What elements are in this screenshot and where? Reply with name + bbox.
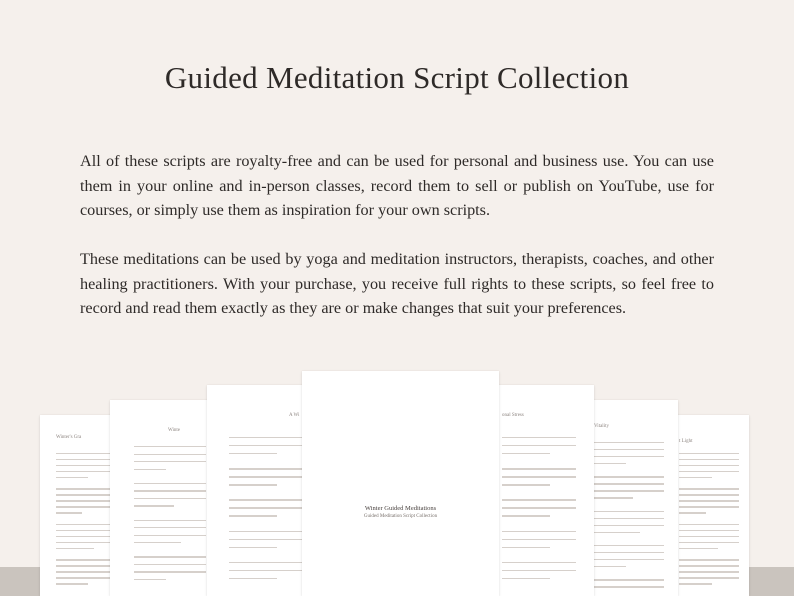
- text-line: [134, 556, 206, 557]
- text-line: [502, 570, 576, 571]
- text-line: [502, 499, 576, 500]
- script-page-7-heading: t Light: [679, 439, 693, 444]
- text-line: [56, 512, 82, 513]
- text-line: [134, 483, 206, 484]
- text-line: [56, 542, 114, 543]
- text-line: [56, 571, 114, 572]
- text-line: [594, 483, 664, 484]
- text-line: [134, 564, 206, 565]
- text-line: [56, 506, 114, 507]
- text-line: [56, 488, 114, 489]
- text-line: [134, 454, 206, 455]
- text-line: [679, 571, 739, 572]
- text-line: [134, 469, 166, 470]
- script-page-3-heading: A Wi: [289, 413, 300, 418]
- text-line: [134, 520, 206, 521]
- text-line: [502, 539, 576, 540]
- text-line: [134, 505, 174, 506]
- text-line: [56, 459, 114, 460]
- text-line: [134, 579, 166, 580]
- script-page-2-heading: Winte: [168, 428, 181, 433]
- text-line: [56, 536, 114, 537]
- text-line: [594, 552, 664, 553]
- text-line: [56, 583, 88, 584]
- text-line: [679, 494, 739, 495]
- text-line: [502, 507, 576, 508]
- paragraph-audience: These meditations can be used by yoga and meditation instructors, therapists, coaches, and other healing practitioners. With your purchase, you receive full rights to these scripts, so feel free to record and read them exactly as they are or make changes that suit your preferences.: [80, 250, 714, 318]
- text-line: [56, 477, 88, 478]
- text-line: [134, 490, 206, 491]
- text-line: [679, 453, 739, 454]
- text-line: [679, 524, 739, 525]
- text-line: [56, 494, 114, 495]
- paragraph-usage-rights: All of these scripts are royalty-free and can be used for personal and business use. You can use them in your online and in-person classes, record them to sell or publish on YouTube, use for courses, or simply use them as inspiration for your own scripts.: [80, 152, 714, 220]
- page-title: Guided Meditation Script Collection: [164, 60, 630, 95]
- text-line: [679, 471, 739, 472]
- text-line: [502, 484, 550, 485]
- text-line: [56, 453, 114, 454]
- cover-subtitle: Guided Meditation Script Collection: [363, 514, 438, 519]
- text-line: [56, 548, 94, 549]
- text-line: [679, 459, 739, 460]
- text-line: [679, 530, 739, 531]
- script-page-2: [110, 400, 210, 596]
- text-line: [594, 449, 664, 450]
- text-line: [594, 463, 626, 464]
- text-line: [679, 488, 739, 489]
- text-line: [679, 548, 718, 549]
- text-line: [679, 465, 739, 466]
- script-page-5: [498, 385, 594, 596]
- text-line: [679, 512, 706, 513]
- text-line: [679, 583, 712, 584]
- text-line: [229, 547, 277, 548]
- text-line: [679, 559, 739, 560]
- text-line: [594, 545, 664, 546]
- text-line: [594, 532, 640, 533]
- text-line: [134, 527, 206, 528]
- text-line: [229, 539, 303, 540]
- text-line: [502, 515, 550, 516]
- script-page-6: [590, 400, 678, 596]
- text-line: [56, 559, 114, 560]
- text-line: [594, 518, 664, 519]
- text-line: [679, 542, 739, 543]
- text-line: [502, 453, 550, 454]
- text-line: [594, 442, 664, 443]
- text-line: [229, 570, 303, 571]
- text-line: [56, 500, 114, 501]
- text-line: [679, 536, 739, 537]
- text-line: [134, 461, 206, 462]
- text-line: [679, 565, 739, 566]
- text-line: [679, 500, 739, 501]
- text-line: [502, 531, 576, 532]
- text-line: [502, 468, 576, 469]
- text-line: [594, 566, 626, 567]
- text-line: [229, 484, 277, 485]
- text-line: [56, 577, 114, 578]
- text-line: [56, 530, 114, 531]
- text-line: [56, 465, 114, 466]
- text-line: [679, 577, 739, 578]
- text-line: [134, 542, 181, 543]
- text-line: [594, 476, 664, 477]
- text-line: [134, 535, 206, 536]
- text-line: [229, 476, 303, 477]
- text-line: [502, 445, 576, 446]
- text-line: [229, 468, 303, 469]
- text-line: [134, 446, 206, 447]
- text-line: [594, 490, 664, 491]
- text-line: [229, 437, 303, 438]
- text-line: [594, 511, 664, 512]
- text-line: [594, 525, 664, 526]
- script-page-1-heading: Winter's Gra: [56, 435, 82, 440]
- cover-page: [302, 371, 499, 596]
- text-line: [229, 453, 277, 454]
- text-line: [134, 571, 206, 572]
- text-line: [594, 456, 664, 457]
- script-page-5-heading: onal Stress: [502, 413, 524, 418]
- text-line: [229, 578, 277, 579]
- text-line: [594, 497, 633, 498]
- text-line: [502, 476, 576, 477]
- text-line: [594, 559, 664, 560]
- text-line: [229, 507, 303, 508]
- script-page-6-heading: Vitality: [594, 424, 609, 429]
- script-page-3: [207, 385, 307, 596]
- text-line: [229, 562, 303, 563]
- script-page-7: [675, 415, 749, 596]
- text-line: [679, 477, 712, 478]
- text-line: [56, 471, 114, 472]
- text-line: [594, 586, 664, 587]
- text-line: [134, 498, 206, 499]
- text-line: [502, 547, 550, 548]
- text-line: [229, 445, 303, 446]
- text-line: [502, 437, 576, 438]
- text-line: [56, 524, 114, 525]
- cover-title: Winter Guided Meditations: [364, 505, 437, 512]
- text-line: [229, 531, 303, 532]
- text-line: [502, 578, 550, 579]
- text-line: [502, 562, 576, 563]
- text-line: [56, 565, 114, 566]
- text-line: [229, 515, 277, 516]
- text-line: [229, 499, 303, 500]
- text-line: [679, 506, 739, 507]
- text-line: [594, 579, 664, 580]
- script-page-1: [40, 415, 118, 596]
